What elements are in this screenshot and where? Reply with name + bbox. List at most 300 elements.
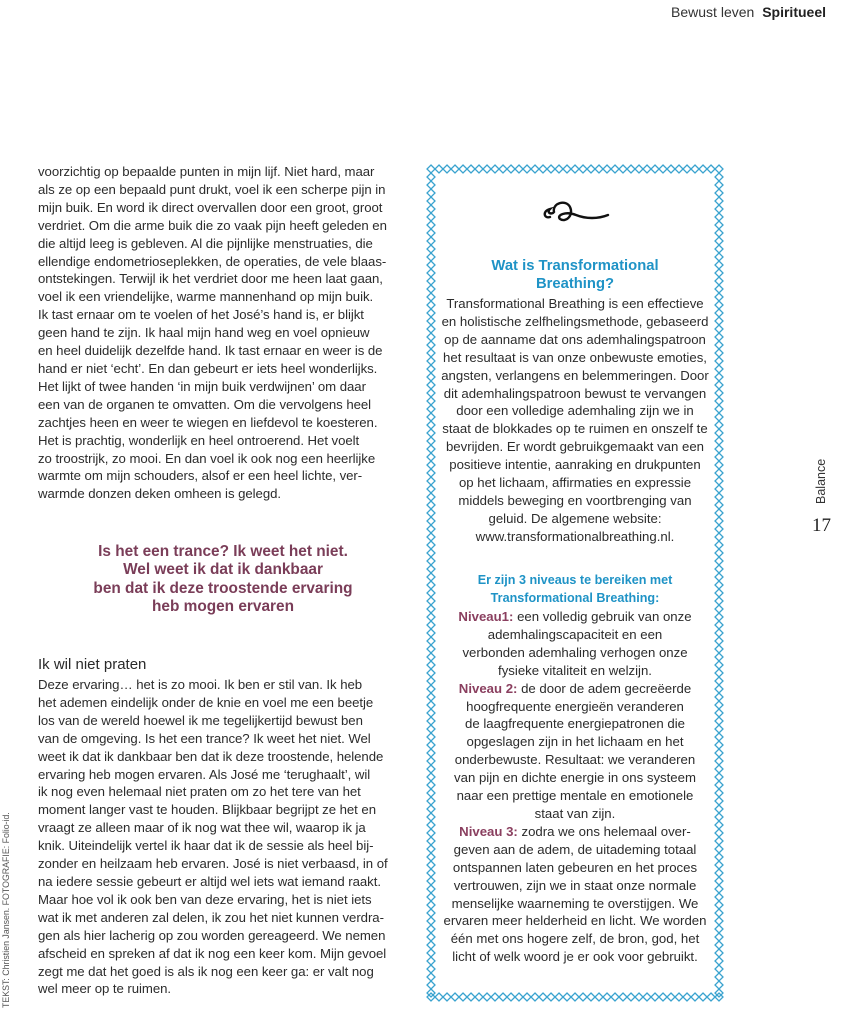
border-diamond [715, 381, 723, 389]
border-diamond [715, 597, 723, 605]
border-diamond [571, 165, 579, 173]
border-diamond [715, 909, 723, 917]
text-line: een van de organen te omvatten. Om die vervolgens heel [38, 396, 372, 412]
border-diamond [715, 653, 723, 661]
border-diamond [427, 437, 435, 445]
border-diamond [427, 765, 435, 773]
text-line: zonder en heilzaam heb ervaren. José is niet verbaasd, in of [38, 856, 388, 872]
border-diamond [715, 341, 723, 349]
border-diamond [427, 173, 435, 181]
text-line: mijn buik. En word ik direct overvallen door een groot, groot [38, 199, 383, 215]
border-diamond [427, 349, 435, 357]
border-diamond [715, 965, 723, 973]
article-paragraph-1 [38, 163, 408, 503]
border-diamond [563, 993, 571, 1001]
border-diamond [427, 525, 435, 533]
border-diamond [515, 993, 523, 1001]
border-diamond [427, 749, 435, 757]
border-diamond [699, 993, 707, 1001]
border-diamond [427, 213, 435, 221]
level-text-line: verbonden ademhaling verhogen onze [462, 644, 688, 660]
border-diamond [715, 293, 723, 301]
border-diamond [715, 701, 723, 709]
border-diamond [715, 605, 723, 613]
text-line: ontstekingen. Terwijl ik het verdriet door me heen laat gaan, [38, 271, 383, 287]
border-diamond [715, 533, 723, 541]
border-diamond [627, 993, 635, 1001]
border-diamond [427, 821, 435, 829]
border-diamond [691, 165, 699, 173]
level-text-line: opgeslagen zijn in het lichaam en het [466, 734, 684, 750]
border-diamond [427, 917, 435, 925]
border-diamond [427, 165, 435, 173]
border-diamond [715, 245, 723, 253]
border-diamond [603, 993, 611, 1001]
level-text-line: van pijn en dichte energie in ons systeem [454, 770, 696, 786]
text-line: Er zijn 3 niveaus te bereiken met [477, 573, 673, 587]
border-diamond [715, 613, 723, 621]
border-diamond [715, 261, 723, 269]
text-line: Wat is Transformational [491, 258, 659, 274]
border-diamond [715, 365, 723, 373]
border-diamond [427, 373, 435, 381]
text-line: na iedere sessie gebeurt er altijd wel iets wat iemand raakt. [38, 874, 381, 889]
border-diamond [427, 205, 435, 213]
border-diamond [715, 445, 723, 453]
border-diamond [427, 893, 435, 901]
border-diamond [427, 869, 435, 877]
text-line: Ik tast ernaar om te voelen of het José’s hand is, er blijkt [38, 307, 364, 323]
border-diamond [427, 685, 435, 693]
border-diamond [715, 981, 723, 989]
border-diamond [715, 749, 723, 757]
border-diamond [563, 165, 571, 173]
border-diamond [427, 669, 435, 677]
text-line: www.transformationalbreathing.nl. [475, 528, 675, 544]
article-column [38, 163, 408, 998]
border-diamond [427, 605, 435, 613]
border-diamond [475, 993, 483, 1001]
border-diamond [555, 993, 563, 1001]
level-heading-line [441, 608, 709, 626]
border-diamond [427, 453, 435, 461]
border-diamond [691, 993, 699, 1001]
level-heading-line [441, 823, 709, 841]
border-diamond [611, 993, 619, 1001]
border-diamond [475, 165, 483, 173]
border-diamond [427, 445, 435, 453]
text-line: Transformational Breathing is een effectieve [446, 296, 704, 311]
border-diamond [427, 957, 435, 965]
border-diamond [715, 373, 723, 381]
border-diamond [715, 525, 723, 533]
levels-list [441, 608, 709, 966]
border-diamond [491, 165, 499, 173]
level-text-line: naar een prettige mentale en emotionele [456, 788, 694, 804]
text-line: Wel weet ik dat ik dankbaar [123, 561, 323, 579]
border-diamond [427, 797, 435, 805]
border-diamond [715, 277, 723, 285]
border-diamond [427, 293, 435, 301]
border-diamond [715, 973, 723, 981]
border-diamond [427, 357, 435, 365]
border-diamond [427, 285, 435, 293]
section-label: Bewust leven [671, 4, 755, 20]
text-line: Transformational Breathing: [490, 590, 660, 605]
text-line: zo troostrijk, zo mooi. En dan voel ik ook nog een heerlijke [38, 450, 376, 466]
border-diamond [539, 993, 547, 1001]
border-diamond [427, 861, 435, 869]
border-diamond [435, 165, 443, 173]
border-diamond [715, 301, 723, 309]
border-diamond [715, 685, 723, 693]
border-diamond [427, 253, 435, 261]
text-line: voorzichtig op bepaalde punten in mijn lijf. Niet hard, maar [38, 164, 375, 179]
border-diamond [427, 845, 435, 853]
border-diamond [427, 493, 435, 501]
border-diamond [555, 165, 563, 173]
border-diamond [427, 549, 435, 557]
text-line: knik. Uiteindelijk vertel ik haar dat ik de sessie als heel bij- [38, 838, 374, 854]
border-diamond [603, 165, 611, 173]
border-diamond [715, 765, 723, 773]
text-line: moment langer vast te houden. Blijkbaar begrijpt ze het en [38, 802, 376, 818]
border-diamond [675, 993, 683, 1001]
border-diamond [715, 213, 723, 221]
text-line: Deze ervaring… het is zo mooi. Ik ben er stil van. Ik heb [38, 677, 363, 693]
border-diamond [483, 993, 491, 1001]
border-diamond [715, 837, 723, 845]
border-diamond [715, 501, 723, 509]
border-diamond [427, 501, 435, 509]
border-diamond [715, 549, 723, 557]
border-diamond [715, 845, 723, 853]
border-diamond [507, 165, 515, 173]
text-line: Het lijkt of twee handen ‘in mijn buik verdwijnen’ om daar [38, 378, 366, 394]
border-diamond [451, 993, 459, 1001]
border-diamond [427, 565, 435, 573]
page-number: 17 [812, 515, 831, 536]
border-diamond [715, 309, 723, 317]
border-diamond [651, 165, 659, 173]
text-line: op de aanname dat ons ademhalingspatroon [444, 331, 706, 347]
info-box [425, 163, 725, 1003]
text-line: warmte om mijn schouders, alsof er een heel lichte, ver- [38, 468, 363, 484]
border-diamond [427, 677, 435, 685]
page-header [671, 4, 826, 20]
border-diamond [427, 733, 435, 741]
article-paragraph-2 [38, 676, 408, 998]
text-line: door een volledige ademhaling zijn we in [456, 403, 694, 419]
border-diamond [427, 661, 435, 669]
folio [800, 460, 848, 560]
border-diamond [715, 181, 723, 189]
border-diamond [715, 717, 723, 725]
border-diamond [427, 877, 435, 885]
border-diamond [715, 669, 723, 677]
border-diamond [427, 429, 435, 437]
text-line: bevrijden. Er wordt gebruikgemaakt van een [445, 439, 705, 455]
border-diamond [715, 629, 723, 637]
border-diamond [715, 813, 723, 821]
text-line: geen hand te zijn. Ik haal mijn hand weg en voel opnieuw [38, 325, 370, 341]
text-line: ervaring heb mogen ervaren. Als José me ‘terughaalt’, wil [38, 766, 371, 782]
border-diamond [715, 877, 723, 885]
text-line: wel meer op te ruimen. [38, 981, 172, 997]
border-diamond [715, 477, 723, 485]
border-diamond [643, 993, 651, 1001]
border-diamond [715, 461, 723, 469]
border-diamond [659, 993, 667, 1001]
level-text-line: hoogfrequente energieën veranderen [466, 698, 684, 714]
level-text-line: één met ons hogere zelf, de bron, god, het [450, 931, 700, 947]
text-line: op het lichaam, affirmaties en expressie [458, 475, 692, 491]
border-diamond [443, 993, 451, 1001]
border-diamond [715, 405, 723, 413]
text-line: hand er niet ‘echt’. En dan gebeurt er iets heel wonderlijks. [38, 360, 378, 376]
border-diamond [715, 773, 723, 781]
border-diamond [715, 621, 723, 629]
border-diamond [427, 741, 435, 749]
border-diamond [651, 993, 659, 1001]
text-line: positieve intentie, aanraking en drukpunten [449, 457, 701, 473]
border-diamond [715, 509, 723, 517]
border-diamond [427, 701, 435, 709]
border-diamond [715, 173, 723, 181]
border-diamond [523, 165, 531, 173]
border-diamond [715, 901, 723, 909]
border-diamond [427, 837, 435, 845]
level-text-line: menselijke waarneming te overstijgen. We [451, 895, 699, 911]
border-diamond [715, 165, 723, 173]
border-diamond [635, 165, 643, 173]
border-diamond [715, 861, 723, 869]
border-diamond [427, 757, 435, 765]
border-diamond [715, 237, 723, 245]
level-text-line: ademhalingscapaciteit en een [487, 626, 663, 642]
border-diamond [427, 805, 435, 813]
border-diamond [627, 165, 635, 173]
border-diamond [715, 757, 723, 765]
text-line: Maar hoe vol ik ook ben van deze ervaring, het is niet iets [38, 891, 372, 907]
border-diamond [715, 565, 723, 573]
pullquote [38, 543, 408, 616]
border-diamond [427, 389, 435, 397]
border-diamond [491, 993, 499, 1001]
border-diamond [427, 981, 435, 989]
border-diamond [507, 993, 515, 1001]
border-diamond [667, 165, 675, 173]
border-diamond [715, 733, 723, 741]
border-diamond [459, 165, 467, 173]
magazine-name: Balance [814, 458, 828, 504]
border-diamond [515, 165, 523, 173]
border-diamond [715, 853, 723, 861]
border-diamond [427, 581, 435, 589]
border-diamond [715, 933, 723, 941]
border-diamond [427, 933, 435, 941]
border-diamond [715, 829, 723, 837]
border-diamond [619, 993, 627, 1001]
border-diamond [459, 993, 467, 1001]
border-diamond [427, 189, 435, 197]
text-line: los van de wereld hoewel ik me tegelijkertijd bewust ben [38, 712, 363, 728]
border-diamond [715, 661, 723, 669]
border-diamond [427, 509, 435, 517]
border-diamond [595, 165, 603, 173]
border-diamond [499, 165, 507, 173]
level-first-line: zodra we ons helemaal over- [517, 823, 691, 839]
border-diamond [427, 773, 435, 781]
border-diamond [715, 645, 723, 653]
border-diamond [427, 829, 435, 837]
border-diamond [707, 165, 715, 173]
border-diamond [579, 993, 587, 1001]
border-diamond [715, 589, 723, 597]
text-line: warmde donzen deken omheen is gelegd. [38, 486, 282, 502]
text-line: ben dat ik deze troostende ervaring [93, 579, 353, 597]
border-diamond [715, 397, 723, 405]
text-line: en heel duidelijk dezelfde hand. Ik tast ernaar en weer is de [38, 343, 383, 359]
border-diamond [715, 349, 723, 357]
text-line: Is het een trance? Ik weet het niet. [98, 543, 348, 561]
border-diamond [427, 853, 435, 861]
border-diamond [595, 993, 603, 1001]
border-diamond [635, 993, 643, 1001]
border-diamond [587, 165, 595, 173]
border-diamond [427, 421, 435, 429]
border-diamond [699, 165, 707, 173]
border-diamond [715, 941, 723, 949]
border-diamond [427, 469, 435, 477]
level-text-line: staat van zijn. [534, 805, 616, 821]
border-diamond [715, 893, 723, 901]
border-diamond [427, 365, 435, 373]
border-diamond [427, 925, 435, 933]
text-line: het resultaat is van onze onbewuste emoties, [443, 349, 707, 365]
border-diamond [715, 221, 723, 229]
text-line: Het is prachtig, wonderlijk en heel ontroerend. Het voelt [38, 432, 360, 448]
border-diamond [715, 957, 723, 965]
border-diamond [715, 285, 723, 293]
border-diamond [427, 413, 435, 421]
border-diamond [715, 413, 723, 421]
border-diamond [427, 517, 435, 525]
border-diamond [715, 541, 723, 549]
border-diamond [715, 917, 723, 925]
border-diamond [483, 165, 491, 173]
text-line: dit ademhalingspatroon bewust te vervangen [443, 385, 707, 401]
border-diamond [427, 781, 435, 789]
level-text-line: fysieke vitaliteit en welzijn. [498, 662, 652, 678]
level-text-line: ervaren meer helderheid en licht. We worden [443, 913, 707, 929]
border-diamond [427, 645, 435, 653]
level-label: Niveau 3: [459, 823, 518, 839]
border-diamond [715, 437, 723, 445]
text-line: afscheid en spreken af dat ik nog een keer kom. Mijn gevoel [38, 945, 387, 961]
border-diamond [427, 333, 435, 341]
border-diamond [715, 317, 723, 325]
border-diamond [427, 309, 435, 317]
flourish-ornament-icon [536, 193, 616, 233]
border-diamond [715, 325, 723, 333]
border-diamond [427, 589, 435, 597]
border-diamond [643, 165, 651, 173]
text-line: wat ik met anderen zal delen, ik zou het niet kunnen verdra- [38, 909, 384, 925]
border-diamond [427, 725, 435, 733]
border-diamond [715, 269, 723, 277]
border-diamond [715, 925, 723, 933]
text-line: het ademen eindelijk onder de knie en voel me een beetje [38, 694, 374, 710]
border-diamond [539, 165, 547, 173]
photo-credits: TEKST: Christien Jansen. FOTOGRAFIE: Folio-id. [1, 812, 11, 1008]
border-diamond [715, 517, 723, 525]
border-diamond [427, 965, 435, 973]
text-line: die altijd leeg is gebleven. Al die pijnlijke menstruaties, die [38, 235, 373, 251]
level-first-line: een volledig gebruik van onze [513, 609, 692, 624]
border-diamond [715, 885, 723, 893]
level-text-line: ontspannen laten gebeuren en het proces [452, 859, 698, 875]
border-diamond [715, 781, 723, 789]
border-diamond [715, 197, 723, 205]
level-text-line: vertrouwen, zijn we in staat onze normale [453, 877, 697, 893]
article-subheading: Ik wil niet praten [38, 656, 147, 674]
border-diamond [427, 613, 435, 621]
text-line: heb mogen ervaren [152, 597, 294, 615]
border-diamond [499, 993, 507, 1001]
border-diamond [467, 165, 475, 173]
border-diamond [427, 301, 435, 309]
border-diamond [427, 901, 435, 909]
border-diamond [571, 993, 579, 1001]
text-line: gen als hier lacherig op zou worden gereageerd. We nemen [38, 927, 386, 943]
border-diamond [611, 165, 619, 173]
border-diamond [715, 421, 723, 429]
border-diamond [427, 637, 435, 645]
border-diamond [427, 477, 435, 485]
border-diamond [715, 869, 723, 877]
level-text-line: licht of welk woord je er ook voor gebruikt. [452, 949, 698, 965]
border-diamond [675, 165, 683, 173]
border-diamond [667, 993, 675, 1001]
border-diamond [427, 909, 435, 917]
border-diamond [715, 429, 723, 437]
border-diamond [715, 333, 723, 341]
border-diamond [547, 993, 555, 1001]
border-diamond [427, 597, 435, 605]
border-diamond [427, 341, 435, 349]
text-line: ellendige endometrioseplekken, de operaties, de vele blaas- [38, 253, 387, 269]
border-diamond [547, 165, 555, 173]
border-diamond [427, 533, 435, 541]
text-line: als ze op een bepaald punt drukt, voel ik een scherpe pijn in [38, 181, 386, 197]
border-diamond [451, 165, 459, 173]
border-diamond [427, 269, 435, 277]
text-line: angsten, verlangens en belemmeringen. Door [441, 367, 709, 383]
border-diamond [427, 261, 435, 269]
text-line: geluid. De algemene website: [488, 510, 662, 526]
text-line: zegt me dat het goed is als ik nog een keer ga: er valt nog [38, 963, 374, 979]
text-line: middels beweging en voortbrenging van [458, 492, 692, 508]
text-line: staat de blokkades op te ruimen en onszelf te [442, 421, 708, 437]
border-diamond [715, 189, 723, 197]
border-diamond [427, 973, 435, 981]
border-diamond [427, 653, 435, 661]
border-diamond [715, 805, 723, 813]
border-diamond [427, 885, 435, 893]
border-diamond [427, 325, 435, 333]
border-diamond [427, 941, 435, 949]
